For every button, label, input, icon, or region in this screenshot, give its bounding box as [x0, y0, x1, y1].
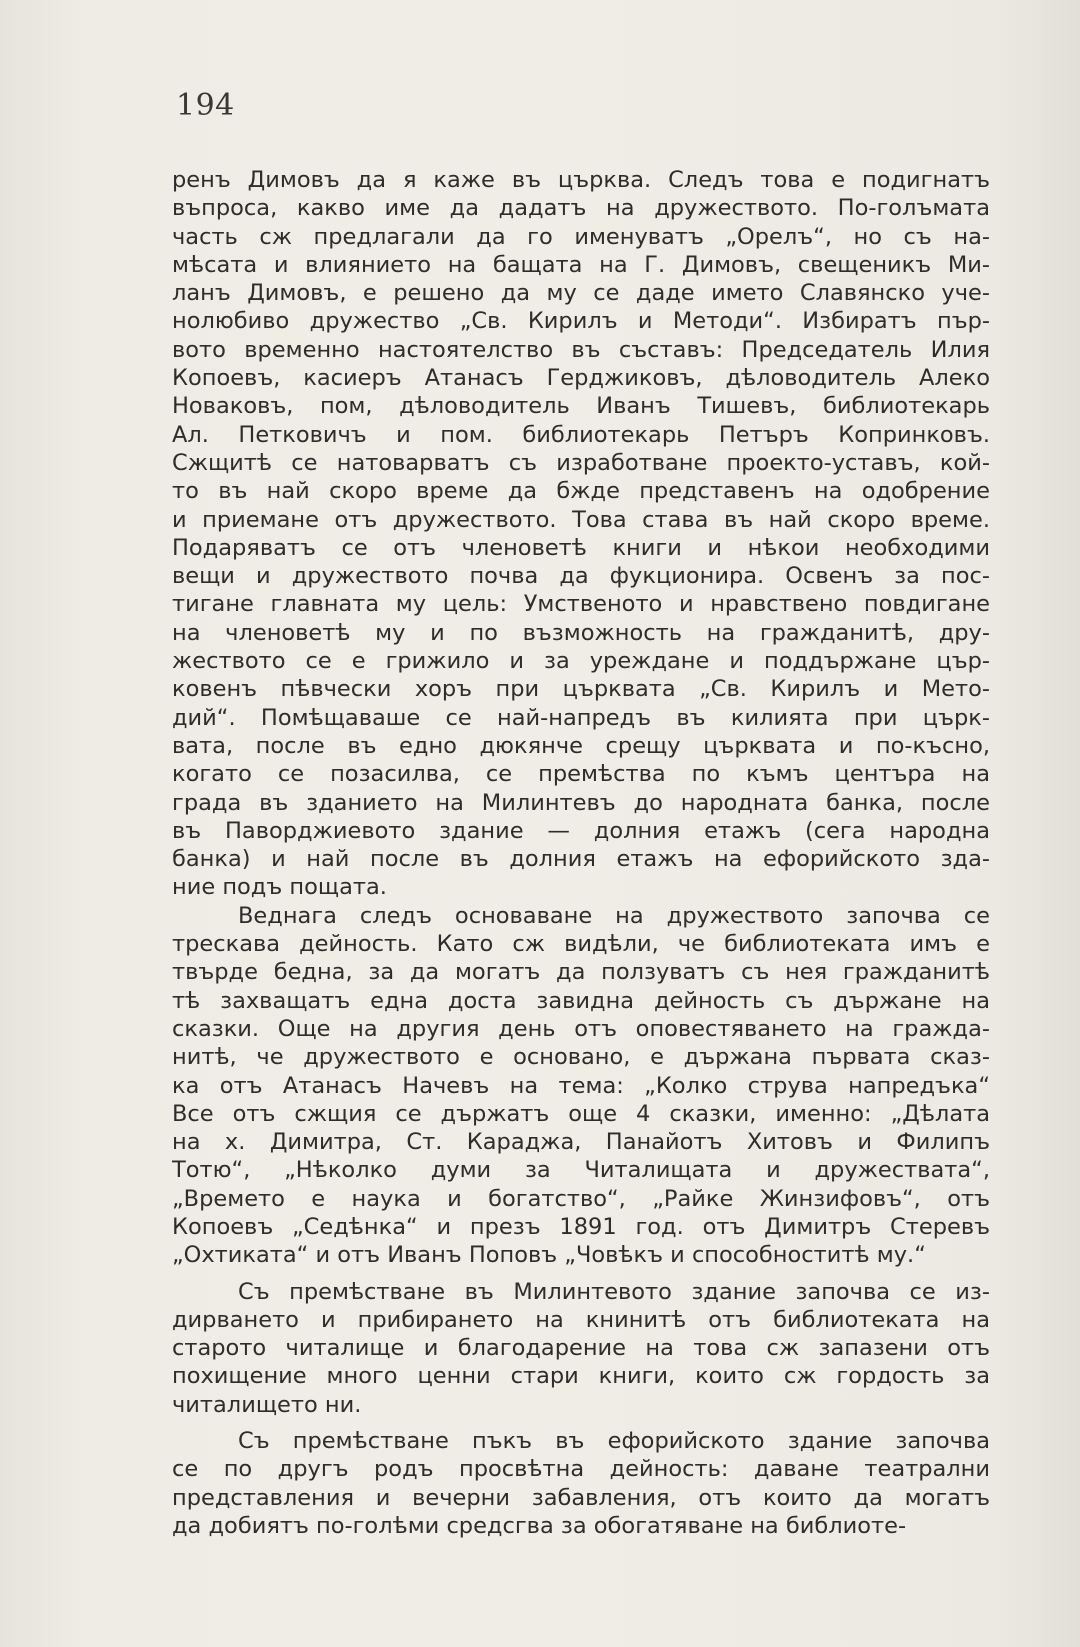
text-line: жеството се е грижило и за уреждане и поддържане цър- [172, 648, 990, 675]
text-line: часть сж предлагали да го именуватъ „Орелъ“, но съ на- [172, 223, 990, 250]
text-line: читалището ни. [172, 1391, 362, 1418]
text-line: града въ зданието на Милинтевъ до народната банка, после [172, 789, 990, 816]
text-line: вото временно настоятелство въ съставъ: Председатель Илия [172, 336, 990, 363]
text-line: тѣ захващатъ една доста завидна дейность съ държане на [172, 987, 990, 1014]
text-line: сказки. Още на другия день отъ оповестяването на гражда- [172, 1015, 990, 1042]
text-line: банка) и най после въ долния етажъ на ефорийското зда- [172, 846, 990, 873]
text-line: „Охтиката“ и отъ Иванъ Поповъ „Човѣкъ и способноститѣ му.“ [172, 1242, 926, 1269]
paragraph [172, 902, 990, 1270]
body-text [172, 166, 990, 1540]
text-line: нолюбиво дружество „Св. Кирилъ и Методи“. Избиратъ пър- [172, 308, 990, 335]
text-line: Копоевъ „Седѣнка“ и презъ 1891 год. отъ Димитръ Стеревъ [172, 1213, 990, 1240]
paragraph [172, 166, 990, 902]
text-line: похищение много ценни стари книги, които сж гордость за [172, 1363, 990, 1390]
text-line: то въ най скоро време да бжде представенъ на одобрение [172, 478, 990, 505]
text-line: вещи и дружеството почва да фукционира. Освенъ за пос- [172, 563, 990, 590]
paragraph [172, 1278, 990, 1419]
text-line: Ал. Петковичъ и пом. библиотекарь Петъръ Копринковъ. [172, 421, 990, 448]
page-number: 194 [176, 88, 235, 123]
text-line: Съ премѣстване пъкъ въ ефорийското здание започва [238, 1428, 990, 1455]
text-line: дирването и прибирането на книнитѣ отъ библиотеката на [172, 1306, 990, 1333]
text-line: ка отъ Атанасъ Начевъ на тема: „Колко струва напредъка“ [172, 1072, 990, 1099]
text-line: тигане главната му цель: Умственото и нравствено повдигане [172, 591, 990, 618]
text-line: когато се позасилва, се премѣства по къмъ центъра на [172, 761, 990, 788]
text-line: Новаковъ, пом, дѣловодитель Иванъ Тишевъ, библиотекарь [172, 393, 990, 420]
text-line: твърде бедна, за да могатъ да ползуватъ съ нея гражданитѣ [172, 959, 990, 986]
text-line: „Времето е наука и богатство“, „Райке Жинзифовъ“, отъ [172, 1185, 990, 1212]
text-line: Веднага следъ основаване на дружеството започва се [238, 902, 990, 929]
text-line: старото читалище и благодарение на това сж запазени отъ [172, 1335, 990, 1362]
text-line: Подаряватъ се отъ членоветѣ книги и нѣкои необходими [172, 534, 990, 561]
text-line: нитѣ, че дружеството е основано, е държана първата сказ- [172, 1044, 990, 1071]
text-line: се по другъ родъ просвѣтна дейность: даване театрални [172, 1456, 990, 1483]
text-line: Сжщитѣ се натоварватъ съ изработване проекто-уставъ, кой- [172, 449, 990, 476]
text-line: дий“. Помѣщаваше се най-напредъ въ килията при църк- [172, 704, 990, 731]
text-line: да добиятъ по-голѣми средсгва за обогатяване на библиоте- [172, 1512, 907, 1539]
text-line: Тотю“, „Нѣколко думи за Читалищата и дружествата“, [172, 1157, 990, 1184]
text-line: въпроса, какво име да дадатъ на дружеството. По-голъмата [172, 195, 990, 222]
text-line: вата, после въ едно дюкянче срещу църквата и по-късно, [172, 732, 990, 759]
paragraph-gap [172, 1419, 990, 1427]
paragraph [172, 1427, 990, 1540]
text-line: и приемане отъ дружеството. Това става въ най скоро време. [172, 506, 990, 533]
text-line: въ Паворджиевото здание — долния етажъ (сега народна [172, 817, 990, 844]
paragraph-gap [172, 1270, 990, 1278]
text-line: ковенъ пѣвчески хоръ при църквата „Св. Кирилъ и Мето- [172, 676, 990, 703]
text-line: ренъ Димовъ да я каже въ църква. Следъ това е подигнатъ [172, 167, 990, 193]
text-line: ние подъ пощата. [172, 874, 387, 901]
text-line: ланъ Димовъ, е решено да му се даде името Славянско уче- [172, 280, 990, 307]
text-line: трескава дейность. Като сж видѣли, че библиотеката имъ е [172, 931, 990, 958]
text-line: представления и вечерни забавления, отъ които да могатъ [172, 1484, 990, 1511]
text-line: Копоевъ, касиеръ Атанасъ Герджиковъ, дѣловодитель Алеко [172, 365, 990, 392]
text-line: Съ премѣстване въ Милинтевото здание започва се из- [238, 1278, 990, 1305]
text-line: на х. Димитра, Ст. Караджа, Панайотъ Хитовъ и Филипъ [172, 1129, 990, 1156]
text-line: Все отъ сжщия се държатъ още 4 сказки, именно: „Дѣлата [172, 1100, 990, 1127]
text-line: мѣсата и влиянието на бащата на Г. Димовъ, свещеникъ Ми- [172, 251, 990, 278]
text-line: на членоветѣ му и по възможность на гражданитѣ, дру- [172, 619, 990, 646]
